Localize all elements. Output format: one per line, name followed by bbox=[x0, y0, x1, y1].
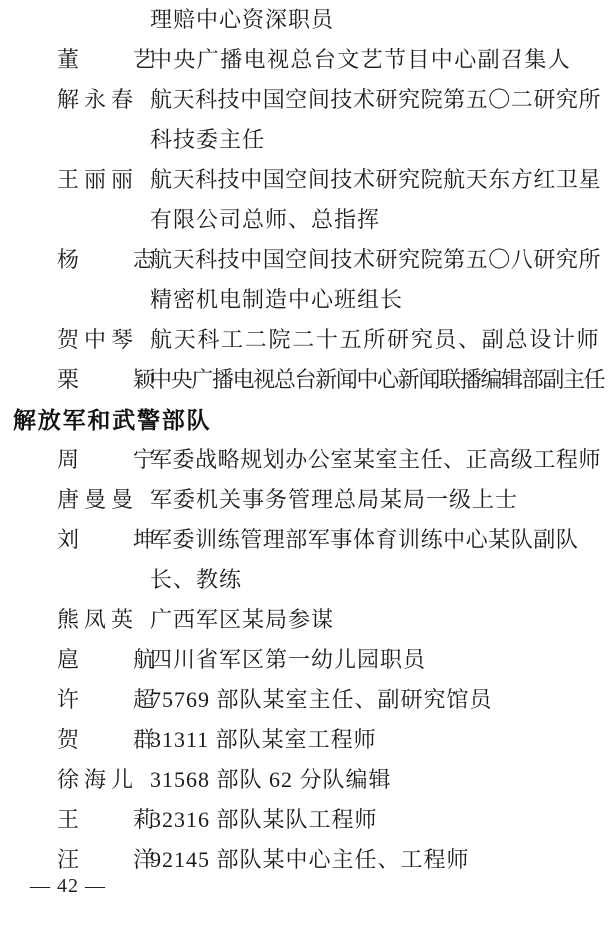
section-header: 解放军和武警部队 bbox=[13, 407, 212, 433]
entry-row bbox=[0, 40, 610, 80]
continuation-row bbox=[0, 560, 610, 600]
entry-name: 唐 曼 曼 bbox=[57, 487, 134, 512]
entry-row bbox=[0, 720, 610, 760]
entry-title-line: 军委机关事务管理总局某局一级上士 bbox=[150, 487, 519, 512]
entry-title-line: 中央广播电视总台新闻中心新闻联播编辑部副主任 bbox=[150, 367, 605, 392]
entry-title-line: 航天科技中国空间技术研究院第五〇八研究所 bbox=[150, 247, 602, 272]
entry-title-line: 32316 部队某队工程师 bbox=[150, 807, 378, 832]
entry-title-line: 航天科技中国空间技术研究院航天东方红卫星 bbox=[150, 167, 602, 192]
entry-name: 栗 颖 bbox=[57, 367, 156, 392]
entry-title-line: 31311 部队某室工程师 bbox=[150, 727, 377, 752]
entry-title-line: 航天科工二院二十五所研究员、副总设计师 bbox=[150, 327, 601, 352]
section-header-row bbox=[0, 400, 610, 440]
entry-title-line: 科技委主任 bbox=[150, 127, 266, 152]
entry-name: 王 莉 bbox=[57, 807, 156, 832]
entry-row bbox=[0, 520, 610, 560]
entry-row bbox=[0, 160, 610, 200]
entry-name: 董 艺 bbox=[57, 47, 156, 72]
entry-name: 周 宁 bbox=[57, 447, 156, 472]
entry-name: 王 丽 丽 bbox=[57, 167, 134, 192]
entry-title-line: 31568 部队 62 分队编辑 bbox=[150, 767, 392, 792]
entry-title-line: 军委训练管理部军事体育训练中心某队副队 bbox=[150, 527, 579, 552]
continuation-row bbox=[0, 0, 610, 40]
entry-row bbox=[0, 760, 610, 800]
entry-row bbox=[0, 480, 610, 520]
entry-row bbox=[0, 600, 610, 640]
continuation-row bbox=[0, 200, 610, 240]
entry-name: 刘 坤 bbox=[57, 527, 156, 552]
entry-title-line: 92145 部队某中心主任、工程师 bbox=[150, 847, 470, 872]
entry-name: 扈 航 bbox=[57, 647, 156, 672]
entry-name: 贺 中 琴 bbox=[57, 327, 134, 352]
entry-title-line: 广西军区某局参谋 bbox=[150, 607, 335, 632]
entry-name: 汪 洋 bbox=[57, 847, 156, 872]
entry-row bbox=[0, 240, 610, 280]
entry-row bbox=[0, 800, 610, 840]
entry-title-line: 中央广播电视总台文艺节目中心副召集人 bbox=[150, 47, 572, 72]
entry-row bbox=[0, 320, 610, 360]
entry-row bbox=[0, 360, 610, 400]
entry-row bbox=[0, 640, 610, 680]
entry-title-line: 理赔中心资深职员 bbox=[150, 7, 335, 32]
entry-name: 杨 志 bbox=[57, 247, 156, 272]
continuation-row bbox=[0, 120, 610, 160]
entry-title-line: 四川省军区第一幼儿园职员 bbox=[150, 647, 427, 672]
entry-name: 贺 群 bbox=[57, 727, 156, 752]
entry-row bbox=[0, 80, 610, 120]
entry-row bbox=[0, 680, 610, 720]
entry-name: 解 永 春 bbox=[57, 87, 134, 112]
entry-name: 许 超 bbox=[57, 687, 156, 712]
entry-name: 熊 凤 英 bbox=[57, 607, 134, 632]
entry-title-line: 军委战略规划办公室某室主任、正高级工程师 bbox=[150, 447, 602, 472]
entry-row bbox=[0, 440, 610, 480]
entry-title-line: 75769 部队某室主任、副研究馆员 bbox=[150, 687, 493, 712]
entry-title-line: 精密机电制造中心班组长 bbox=[150, 287, 404, 312]
entry-title-line: 航天科技中国空间技术研究院第五〇二研究所 bbox=[150, 87, 602, 112]
entry-title-line: 有限公司总师、总指挥 bbox=[150, 207, 381, 232]
entry-name: 徐 海 儿 bbox=[57, 767, 134, 792]
page-number: — 42 — bbox=[30, 875, 106, 897]
entry-title-line: 长、教练 bbox=[150, 567, 243, 592]
continuation-row bbox=[0, 280, 610, 320]
